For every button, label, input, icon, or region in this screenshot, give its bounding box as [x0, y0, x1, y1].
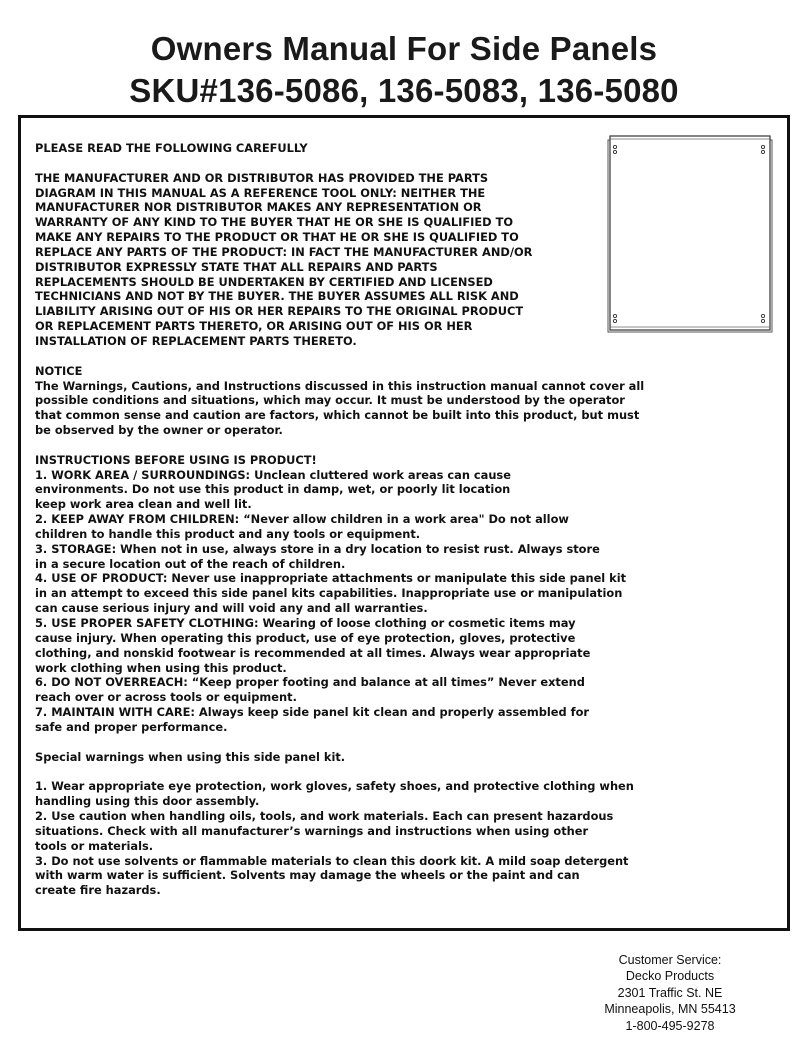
instruction-line: in a secure location out of the reach of children.	[35, 556, 346, 571]
content-frame	[18, 115, 790, 931]
special-warnings-list	[35, 779, 775, 898]
side-panel-icon	[607, 135, 773, 333]
instructions-list	[35, 468, 775, 735]
instruction-line: safe and proper performance.	[35, 719, 228, 734]
instruction-line: 1. WORK AREA / SURROUNDINGS: Unclean cluttered work areas can cause	[35, 467, 511, 482]
title-line-2: SKU#136-5086, 136-5083, 136-5080	[129, 72, 679, 109]
special-warnings-heading: Special warnings when using this side panel kit.	[35, 749, 346, 764]
disclaimer-line: OR REPLACEMENT PARTS THERETO, OR ARISING OUT OF HIS OR HER	[35, 319, 473, 334]
instruction-line: work clothing when using this product.	[35, 660, 287, 675]
notice-line: that common sense and caution are factors, which cannot be built into this product, but must	[35, 408, 640, 423]
disclaimer-heading: PLEASE READ THE FOLLOWING CAREFULLY	[35, 141, 308, 155]
instruction-line: 2. KEEP AWAY FROM CHILDREN: “Never allow children in a work area" Do not allow	[35, 512, 569, 527]
instruction-line: 3. STORAGE: When not in use, always store in a dry location to resist rust. Always store	[35, 541, 600, 556]
instruction-line: 7. MAINTAIN WITH CARE: Always keep side panel kit clean and properly assembled for	[35, 705, 590, 720]
instructions-heading: INSTRUCTIONS BEFORE USING IS PRODUCT!	[35, 452, 317, 467]
special-warning-line: situations. Check with all manufacturer’s warnings and instructions when using other	[35, 823, 589, 838]
footer-line: Minneapolis, MN 55413	[604, 1002, 736, 1017]
disclaimer-line: DISTRIBUTOR EXPRESSLY STATE THAT ALL REPAIRS AND PARTS	[35, 259, 438, 274]
instruction-line: in an attempt to exceed this side panel kits capabilities. Inappropriate use or manipulation	[35, 586, 623, 601]
page-title	[0, 28, 808, 112]
disclaimer-line: INSTALLATION OF REPLACEMENT PARTS THERETO.	[35, 333, 357, 348]
instruction-line: reach over or across tools or equipment.	[35, 690, 297, 705]
notice-paragraph	[35, 379, 775, 438]
disclaimer-line: MANUFACTURER NOR DISTRIBUTOR MAKES ANY REPRESENTATION OR	[35, 200, 482, 215]
special-warning-line: 3. Do not use solvents or flammable materials to clean this doork kit. A mild soap detergent	[35, 853, 629, 868]
customer-service-block	[600, 952, 740, 1034]
title-line-1: Owners Manual For Side Panels	[150, 30, 658, 67]
disclaimer-line: TECHNICIANS AND NOT BY THE BUYER. THE BUYER ASSUMES ALL RISK AND	[35, 289, 519, 304]
instruction-line: cause injury. When operating this product, use of eye protection, gloves, protective	[35, 630, 576, 645]
footer-line: Decko Products	[625, 969, 715, 984]
instruction-line: can cause serious injury and will void any and all warranties.	[35, 601, 428, 616]
special-warning-line: with warm water is sufficient. Solvents may damage the wheels or the paint and can	[35, 868, 580, 883]
instruction-line: children to handle this product and any tools or equipment.	[35, 526, 421, 541]
instruction-line: 6. DO NOT OVERREACH: “Keep proper footing and balance at all times” Never extend	[35, 675, 585, 690]
footer-line: Customer Service:	[618, 953, 722, 967]
notice-line: possible conditions and situations, which may occur. It must be understood by the operator	[35, 393, 625, 408]
disclaimer-line: DIAGRAM IN THIS MANUAL AS A REFERENCE TOOL ONLY: NEITHER THE	[35, 185, 486, 200]
instruction-line: environments. Do not use this product in damp, wet, or poorly lit location	[35, 482, 511, 497]
disclaimer-line: REPLACEMENTS SHOULD BE UNDERTAKEN BY CERTIFIED AND LICENSED	[35, 274, 493, 289]
instruction-line: clothing, and nonskid footwear is recommended at all times. Always wear appropriate	[35, 645, 591, 660]
disclaimer-line: WARRANTY OF ANY KIND TO THE BUYER THAT HE OR SHE IS QUALIFIED TO	[35, 215, 514, 230]
disclaimer-line: MAKE ANY REPAIRS TO THE PRODUCT OR THAT HE OR SHE IS QUALIFIED TO	[35, 230, 519, 245]
instruction-line: keep work area clean and well lit.	[35, 497, 252, 512]
notice-line: The Warnings, Cautions, and Instructions discussed in this instruction manual cannot cover all	[35, 378, 645, 393]
footer-line: 2301 Traffic St. NE	[617, 985, 723, 1000]
disclaimer-line: REPLACE ANY PARTS OF THE PRODUCT: IN FACT THE MANUFACTURER AND/OR	[35, 244, 533, 259]
footer-phone: 1-800-495-9278	[625, 1018, 715, 1033]
disclaimer-line: LIABILITY ARISING OUT OF HIS OR HER REPAIRS TO THE ORIGINAL PRODUCT	[35, 304, 524, 319]
instruction-line: 4. USE OF PRODUCT: Never use inappropriate attachments or manipulate this side panel kit	[35, 571, 627, 586]
special-warning-line: tools or materials.	[35, 838, 154, 853]
special-warning-line: create fire hazards.	[35, 883, 161, 898]
notice-line: be observed by the owner or operator.	[35, 423, 283, 438]
notice-heading: NOTICE	[35, 363, 83, 378]
disclaimer-line: THE MANUFACTURER AND OR DISTRIBUTOR HAS PROVIDED THE PARTS	[35, 170, 489, 185]
special-warning-line: 1. Wear appropriate eye protection, work gloves, safety shoes, and protective clothing when	[35, 779, 634, 794]
special-warning-line: handling using this door assembly.	[35, 794, 260, 809]
instruction-line: 5. USE PROPER SAFETY CLOTHING: Wearing of loose clothing or cosmetic items may	[35, 616, 576, 630]
special-warning-line: 2. Use caution when handling oils, tools, and work materials. Each can present hazardous	[35, 808, 614, 823]
